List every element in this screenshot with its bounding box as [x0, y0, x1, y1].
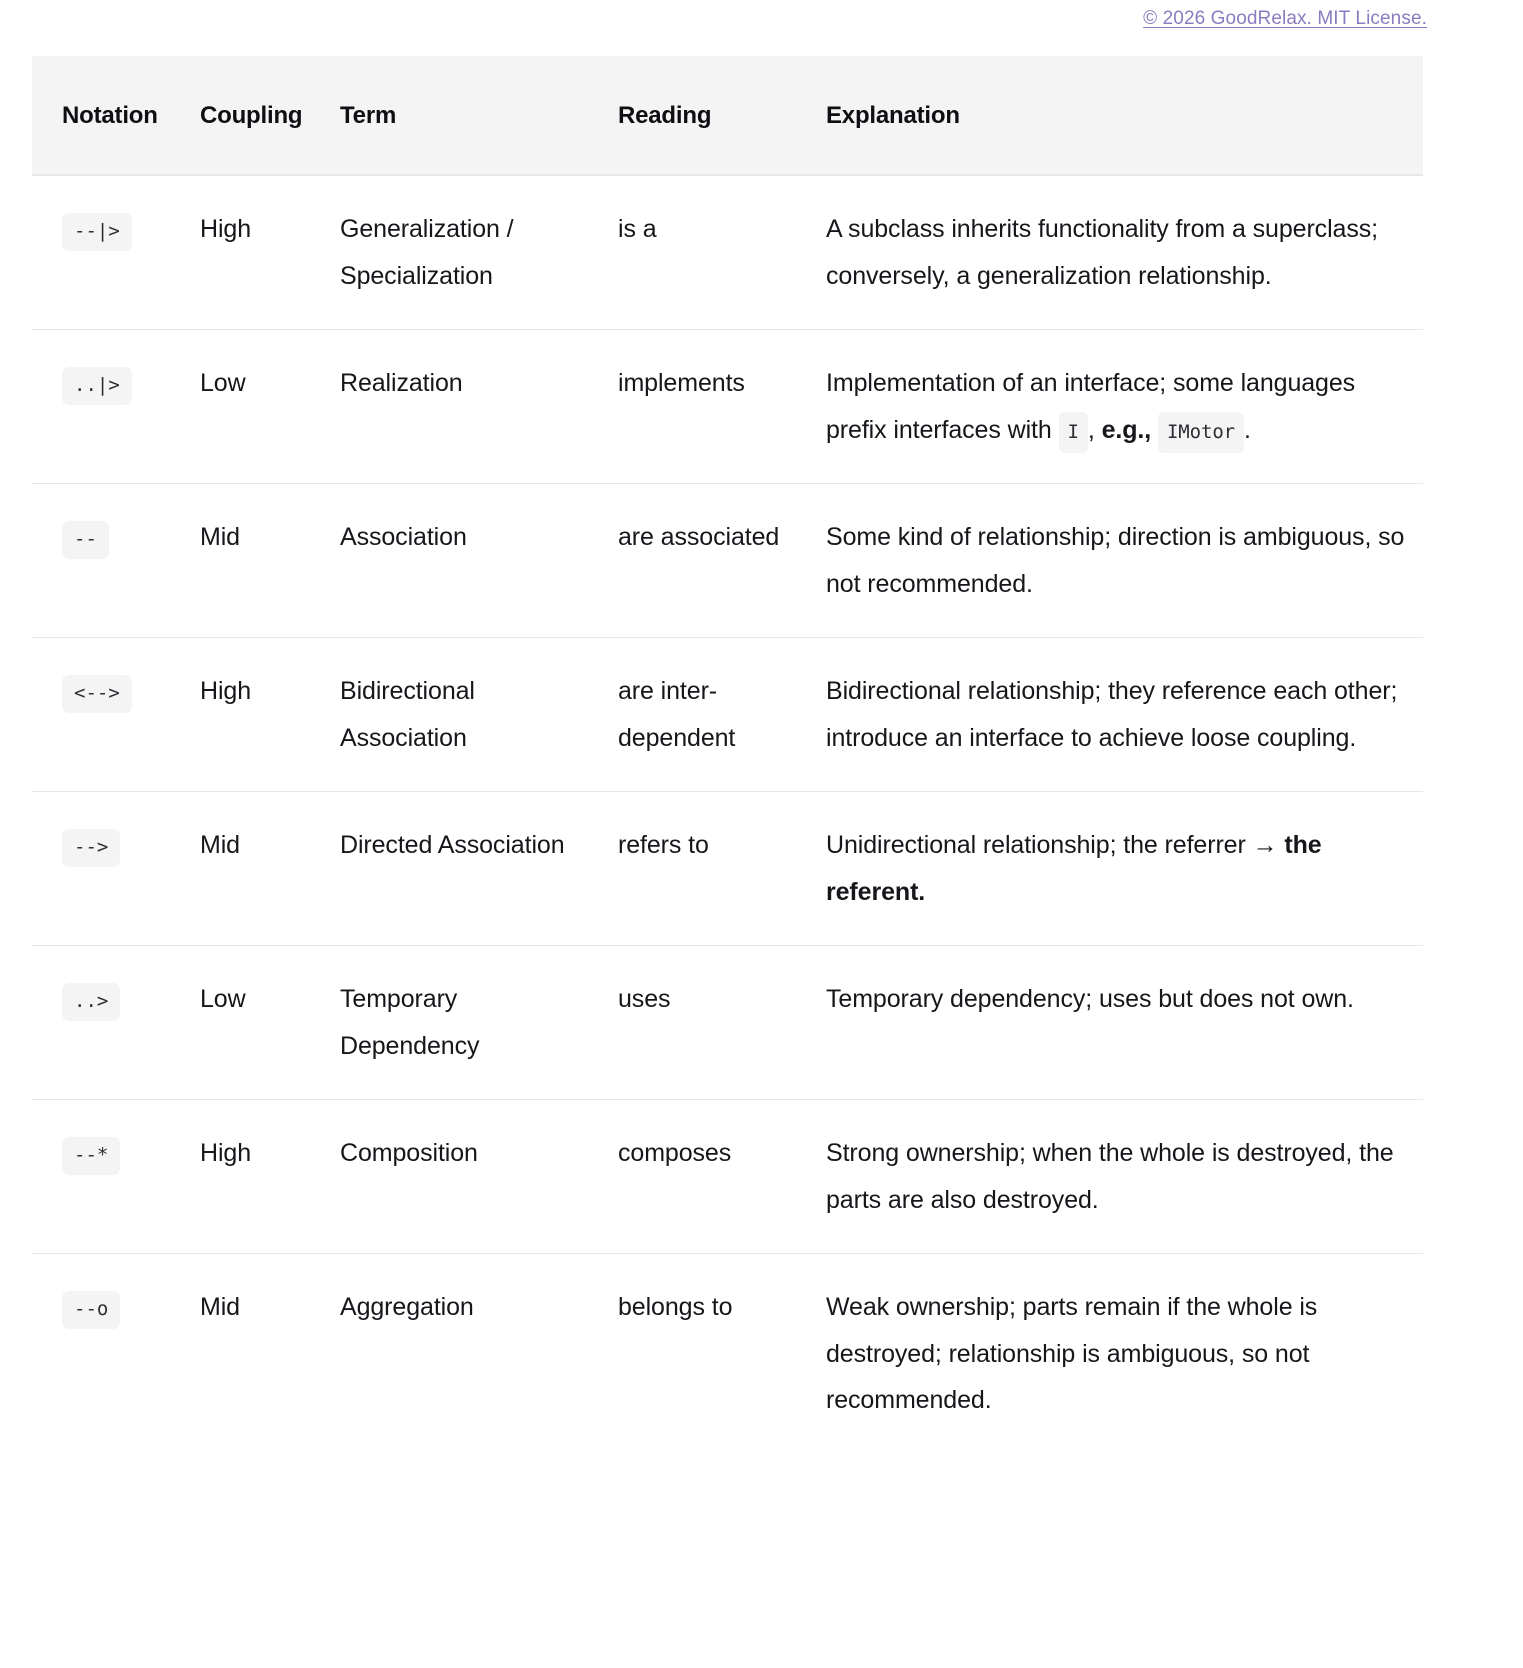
- cell-coupling: Mid: [192, 484, 332, 638]
- table-head: [32, 56, 1423, 175]
- cell-notation: [32, 792, 192, 946]
- relationship-table-container: [32, 56, 1423, 1454]
- explanation-text-part: the referent.: [826, 831, 1322, 906]
- cell-explanation: Some kind of relationship; direction is ambiguous, so not recommended.: [818, 484, 1423, 638]
- cell-coupling: Mid: [192, 792, 332, 946]
- table-row: [32, 1254, 1423, 1454]
- cell-coupling: Low: [192, 946, 332, 1100]
- column-header-reading: Reading: [610, 56, 818, 175]
- cell-notation: [32, 1100, 192, 1254]
- cell-term: Bidirectional Association: [332, 638, 610, 792]
- cell-explanation: [818, 330, 1423, 484]
- table-row: [32, 175, 1423, 330]
- cell-coupling: High: [192, 1100, 332, 1254]
- cell-reading: refers to: [610, 792, 818, 946]
- table-body: [32, 175, 1423, 1454]
- notation-code-badge: ..>: [62, 983, 120, 1021]
- cell-explanation: Bidirectional relationship; they reference each other; introduce an interface to achieve loose coupling.: [818, 638, 1423, 792]
- cell-term: Temporary Dependency: [332, 946, 610, 1100]
- notation-code-badge: ..|>: [62, 367, 132, 405]
- cell-explanation: [818, 792, 1423, 946]
- cell-coupling: High: [192, 638, 332, 792]
- notation-code-badge: --o: [62, 1291, 120, 1329]
- inline-code-imotor: IMotor: [1158, 412, 1244, 453]
- copyright-link[interactable]: © 2026 GoodRelax. MIT License.: [1143, 8, 1427, 29]
- table-row: [32, 638, 1423, 792]
- cell-term: Directed Association: [332, 792, 610, 946]
- cell-reading: uses: [610, 946, 818, 1100]
- table-row: [32, 792, 1423, 946]
- table-row: [32, 1100, 1423, 1254]
- column-header-notation: Notation: [32, 56, 192, 175]
- explanation-emphasis: e.g.,: [1101, 415, 1152, 444]
- cell-notation: [32, 1254, 192, 1454]
- cell-notation: [32, 175, 192, 330]
- relationship-notation-table: [32, 56, 1423, 1454]
- copyright-bar: [0, 0, 1523, 44]
- cell-reading: composes: [610, 1100, 818, 1254]
- cell-term: Association: [332, 484, 610, 638]
- cell-explanation: Weak ownership; parts remain if the whole is destroyed; relationship is ambiguous, so not recommended.: [826, 1293, 1318, 1414]
- cell-reading: belongs to: [618, 1293, 733, 1321]
- cell-term: Aggregation: [340, 1293, 474, 1321]
- explanation-text-part: Unidirectional relationship; the referrer: [826, 831, 1246, 859]
- cell-term: Realization: [332, 330, 610, 484]
- cell-term: Generalization / Specialization: [332, 175, 610, 330]
- cell-notation: [32, 484, 192, 638]
- notation-code-badge: --*: [62, 1137, 120, 1175]
- cell-coupling: Low: [192, 330, 332, 484]
- cell-explanation: Temporary dependency; uses but does not own.: [818, 946, 1423, 1100]
- table-row: [32, 330, 1423, 484]
- cell-coupling: High: [192, 175, 332, 330]
- right-arrow-icon: →: [1252, 831, 1278, 859]
- cell-reading: is a: [610, 175, 818, 330]
- column-header-coupling: Coupling: [192, 56, 332, 175]
- table-header-row: [32, 56, 1423, 175]
- table-row: [32, 946, 1423, 1100]
- explanation-text-part: .: [1244, 415, 1251, 444]
- cell-reading: are associated: [610, 484, 818, 638]
- cell-coupling: Mid: [200, 1293, 240, 1321]
- cell-explanation: Strong ownership; when the whole is destroyed, the parts are also destroyed.: [818, 1100, 1423, 1254]
- table-row: [32, 484, 1423, 638]
- column-header-term: Term: [332, 56, 610, 175]
- cell-notation: [32, 946, 192, 1100]
- notation-code-badge: --: [62, 521, 109, 559]
- notation-code-badge: --|>: [62, 213, 132, 251]
- column-header-explanation: Explanation: [818, 56, 1423, 175]
- explanation-text-part: ,: [1087, 415, 1095, 444]
- cell-term: Composition: [332, 1100, 610, 1254]
- notation-code-badge: -->: [62, 829, 120, 867]
- cell-notation: [32, 330, 192, 484]
- cell-reading: are inter-dependent: [610, 638, 818, 792]
- cell-notation: [32, 638, 192, 792]
- notation-code-badge: <-->: [62, 675, 132, 713]
- explanation-text-part: Implementation of an interface; some languages prefix interfaces with: [826, 369, 1356, 444]
- cell-explanation: A subclass inherits functionality from a superclass; conversely, a generalization relationship.: [818, 175, 1423, 330]
- cell-reading: implements: [610, 330, 818, 484]
- inline-code-interface-prefix: I: [1059, 412, 1088, 453]
